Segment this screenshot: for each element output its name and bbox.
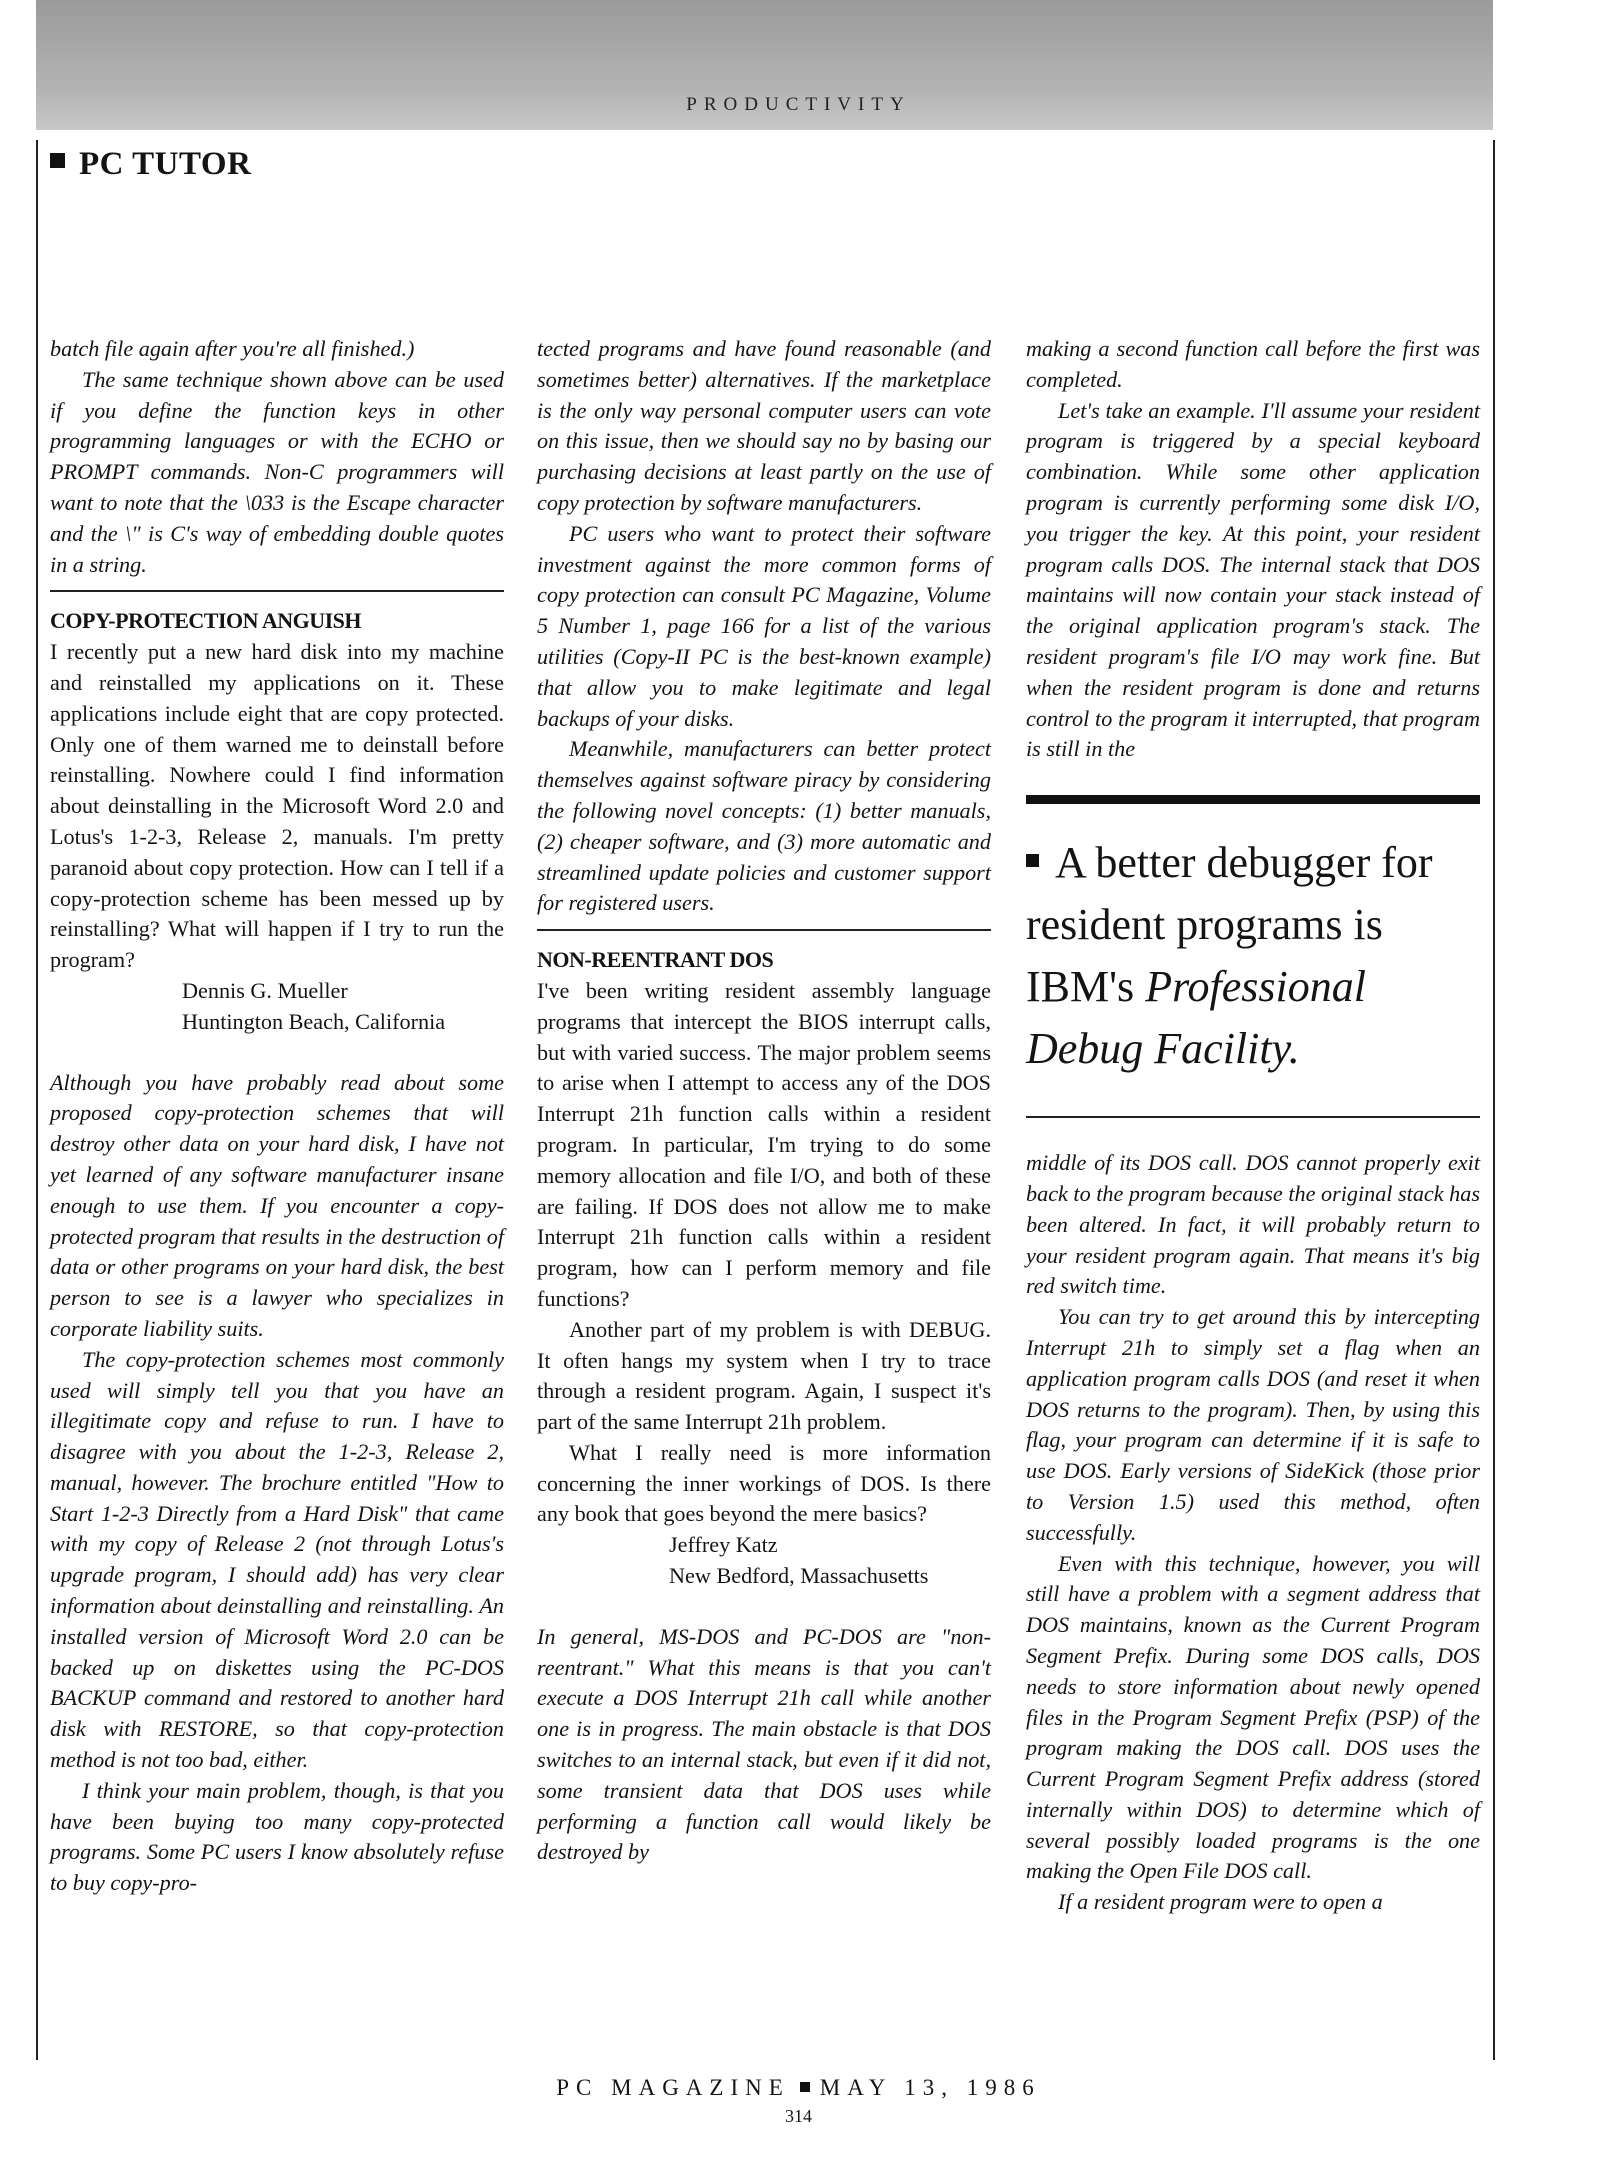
text-column-1 bbox=[50, 334, 504, 1899]
answer-paragraph: PC users who want to protect their software investment against the more common forms of copy protection can consult PC Magazine, Volume 5 Number 1, page 166 for a list of the various utilities (Copy-II PC is the best-known example) that allow you to make legitimate and legal backups of your disks. bbox=[537, 520, 991, 731]
intro-end-paragraph: batch file again after you're all finished.) bbox=[50, 336, 415, 361]
section-label: PRODUCTIVITY bbox=[686, 94, 911, 115]
spacer bbox=[50, 1038, 504, 1068]
bullet-square-icon bbox=[50, 153, 65, 168]
page-number: 314 bbox=[785, 2106, 812, 2126]
answer-paragraph: tected programs and have found reasonable (and sometimes better) alternatives. If the marketplace is the only way personal computer users can vote on this issue, then we should say no by basing our purchasing decisions at least partly on the use of copy protection by software manufacturers. bbox=[537, 336, 991, 515]
page-footer bbox=[0, 2075, 1597, 2101]
section-divider bbox=[537, 929, 991, 931]
reader-question-dos: Another part of my problem is with DEBUG. It often hangs my system when I try to trace through a resident program. Again, I suspect it's part of the same Interrupt 21h problem. bbox=[537, 1316, 991, 1435]
column-title-text: PC TUTOR bbox=[79, 146, 252, 182]
bullet-square-icon bbox=[1026, 854, 1039, 867]
signature-place: New Bedford, Massachusetts bbox=[669, 1563, 929, 1589]
text-column-3 bbox=[1026, 334, 1480, 1918]
answer-paragraph: You can try to get around this by intercepting Interrupt 21h to simply set a flag when an application program calls DOS (and reset it when DOS returns to the program). Then, by using this flag, your program can determine if it is safe to use DOS. Early versions of SideKick (those prior to Version 1.5) used this method, often successfully. bbox=[1026, 1304, 1480, 1545]
answer-paragraph: If a resident program were to open a bbox=[1058, 1889, 1383, 1915]
pull-quote-product-name: Professional Debug Facility bbox=[1026, 962, 1367, 1074]
section-heading-non-reentrant-dos: NON-REENTRANT DOS bbox=[537, 947, 774, 973]
answer-paragraph: The copy-protection schemes most commonly used will simply tell you that you have an illegitimate copy and refuse to run. I have to disagree with you about the 1-2-3, Release 2, manual, however. The brochure entitled "How to Start 1-2-3 Directly from a Hard Disk" that came with my copy of Release 2 (not through Lotus's upgrade program, I should add) has very clear information about deinstalling and reinstalling. An installed version of Microsoft Word 2.0 can be backed up on diskettes using the PC-DOS BACKUP command and restored to another hard disk with RESTORE, so that copy-protection method is not too bad, either. bbox=[50, 1346, 504, 1773]
section-heading-copy-protection: COPY-PROTECTION ANGUISH bbox=[50, 608, 362, 634]
reader-question-dos: What I really need is more information concerning the inner workings of DOS. Is there any book that goes beyond the mere basics? bbox=[537, 1439, 991, 1527]
signature-name: Jeffrey Katz bbox=[669, 1532, 778, 1558]
technique-paragraph: The same technique shown above can be used if you define the function keys in other programming languages or with the ECHO or PROMPT commands. Non-C programmers will want to note that the \033 is the Escape character and the \" is C's way of embedding double quotes in a string. bbox=[50, 366, 504, 577]
answer-paragraph: middle of its DOS call. DOS cannot properly exit back to the program because the original stack has been altered. In fact, it will probably return to your resident program again. That means it's big red switch time. bbox=[1026, 1150, 1480, 1299]
column-title bbox=[50, 146, 251, 183]
issue-date: MAY 13, 1986 bbox=[819, 2075, 1041, 2100]
section-divider bbox=[50, 590, 504, 592]
magazine-name: PC MAGAZINE bbox=[556, 2075, 790, 2100]
pull-quote-period: . bbox=[1288, 1024, 1300, 1074]
pull-quote bbox=[1026, 795, 1480, 1118]
spacer bbox=[537, 1592, 991, 1622]
signature-name: Dennis G. Mueller bbox=[182, 977, 348, 1003]
bullet-square-icon bbox=[800, 2082, 810, 2092]
answer-paragraph: I think your main problem, though, is that you have been buying too many copy-protected programs. Some PC users I know absolutely refuse to buy copy-pro- bbox=[50, 1777, 504, 1896]
answer-paragraph: making a second function call before the first was completed. bbox=[1026, 336, 1480, 392]
pull-quote-part: A better debugger for resident programs is IBM's bbox=[1026, 838, 1433, 1012]
answer-paragraph: Let's take an example. I'll assume your resident program is triggered by a special keyboard combination. While some other application program is currently performing some disk I/O, you trigger the key. At this point, your resident program calls DOS. The internal stack that DOS maintains will now contain your stack instead of the original application program's stack. The resident program's file I/O may work fine. But when the resident program is done and returns control to the program it interrupted, that program is still in the bbox=[1026, 397, 1480, 762]
answer-paragraph: Even with this technique, however, you will still have a problem with a segment address that DOS maintains, known as the Current Program Segment Prefix. During some DOS calls, DOS needs to store information about newly opened files in the Program Segment Prefix (PSP) of the program making the DOS call. DOS uses the Current Program Segment Prefix address (stored internally within DOS) to determine which of several possibly loaded programs is the one making the Open File DOS call. bbox=[1026, 1550, 1480, 1884]
right-border-rule bbox=[1493, 140, 1495, 2060]
pull-quote-text bbox=[1026, 832, 1480, 1080]
reader-question-copy: I recently put a new hard disk into my machine and reinstalled my applications on it. These applications include eight that are copy protected. Only one of them warned me to deinstall before reinstalling. Nowhere could I find information about deinstalling in the Microsoft Word 2.0 and Lotus's 1-2-3, Release 2, manuals. I'm pretty paranoid about copy protection. How can I tell if a copy-protection scheme has been messed up by reinstalling? What will happen if I try to run the program? bbox=[50, 639, 504, 973]
answer-paragraph: In general, MS-DOS and PC-DOS are "non-reentrant." What this means is that you can't execute a DOS Interrupt 21h call while another one is in progress. The main obstacle is that DOS switches to an internal stack, but even if it did not, some transient data that DOS uses while performing a function call would likely be destroyed by bbox=[537, 1623, 991, 1865]
answer-paragraph: Meanwhile, manufacturers can better protect themselves against software piracy by considering the following novel concepts: (1) better manuals, (2) cheaper software, and (3) more automatic and streamlined update policies and customer support for registered users. bbox=[537, 736, 991, 916]
answer-paragraph: Although you have probably read about some proposed copy-protection schemes that will destroy other data on your hard disk, I have not yet learned of any software manufacturer insane enough to use them. If you encounter a copy-protected program that results in the destruction of data or other programs on your hard disk, the best person to see is a lawyer who specializes in corporate liability suits. bbox=[50, 1069, 504, 1341]
left-border-rule bbox=[36, 140, 38, 2060]
signature-place: Huntington Beach, California bbox=[182, 1008, 446, 1034]
text-column-2 bbox=[537, 334, 991, 1868]
reader-question-dos: I've been writing resident assembly language programs that intercept the BIOS interrupt calls, but with varied success. The major problem seems to arise when I attempt to access any of the DOS Interrupt 21h function calls within a resident program. In particular, I'm trying to do some memory allocation and file I/O, and both of these are failing. If DOS does not allow me to make Interrupt 21h function calls within a resident program, how can I perform memory and file functions? bbox=[537, 977, 991, 1311]
